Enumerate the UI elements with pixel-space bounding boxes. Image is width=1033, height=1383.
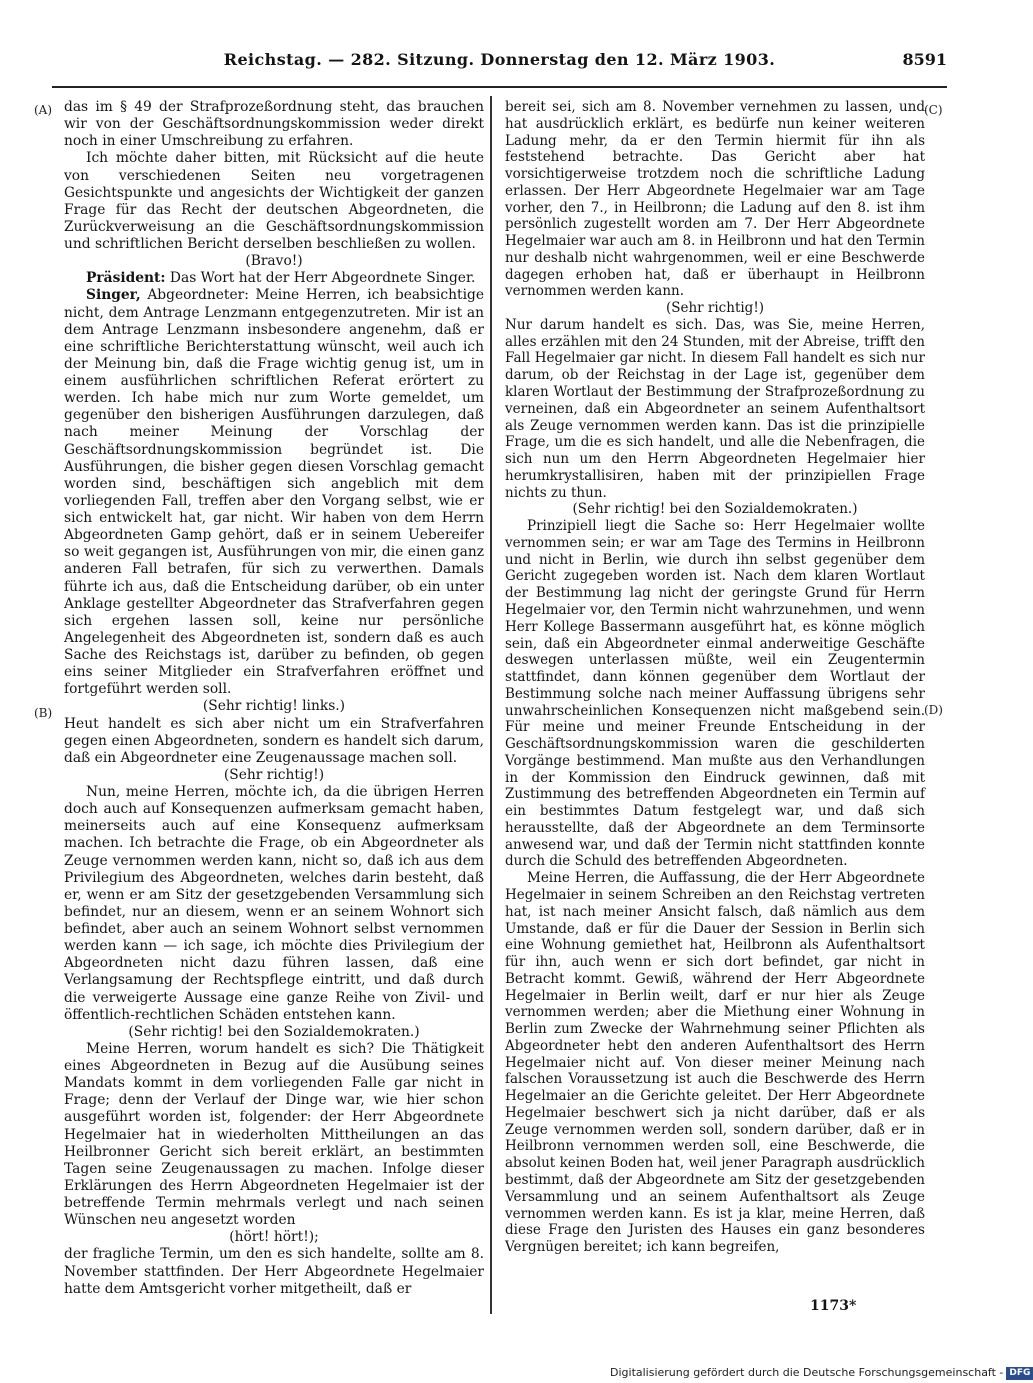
paragraph: der fragliche Termin, um den es sich handelte, sollte am 8. November stattfinden. Der Herr Abgeordnete Hegelmaier hatte dem Amtsgericht vorher mitgetheilt, daß er (64, 1246, 484, 1297)
paragraph: Ich möchte daher bitten, mit Rücksicht auf die heute von verschiedenen Seiten neu vorgetragenen Gesichtspunkte und angesichts der Wichtigkeit der ganzen Frage für das Recht der deutschen Abgeordneten, die Zurückverweisung an die Geschäftsordnungskommission und schriftlichen Bericht derselben beschließen zu wollen. (64, 150, 484, 252)
margin-mark-c: (C) (924, 103, 943, 117)
paragraph: Nur darum handelt es sich. Das, was Sie, meine Herren, alles erzählen mit den 24 Stunden, mit der Abreise, trifft den Fall Hegelmaier gar nicht. In diesem Fall handelt es sich nur darum, ob der Reichstag in der Lage ist, gegenüber dem klaren Wortlaut der Bestimmung der Strafprozeßordnung zu verneinen, daß ein Abgeordneter an seinem Aufenthaltsort als Zeuge vernommen werden kann. Das ist die prinzipielle Frage, um die es sich handelt, und alle die Nebenfragen, die sich nun um den Herrn Abgeordneten Hegelmaier hier herumkrystallisiren, haben mit der prinzipiellen Frage nichts zu thun. (505, 316, 925, 501)
paragraph: Prinzipiell liegt die Sache so: Herr Hegelmaier wollte vernommen sein; er war am Tage des Termins in Heilbronn und nicht in Berlin, wie durch ihn selbst gegenüber dem Gericht zugegeben worden ist. Nach dem klaren Wortlaut der Bestimmung lag nicht der geringste Grund für Herrn Hegelmaier vor, den Termin nicht wahrzunehmen, und wenn Herr Kollege Bassermann ausgeführt hat, es könne möglich sein, daß ein Abgeordneter einmal anderweitige Geschäfte deswegen unterlassen müßte, weil ein Zeugentermin stattfindet, dann können gegenüber dem Wortlaut der Bestimmung solche nach meiner Auffassung übrigens sehr unwahrscheinlichen Konsequenzen nicht maßgebend sein. Für meine und meiner Freunde Entscheidung in der Geschäftsordnungskommission waren die geschilderten Vorgänge bestimmend. Man mußte aus den Verhandlungen in der Kommission den Eindruck gewinnen, daß mit Zustimmung des betreffenden Abgeordneten ein Termin auf ein bestimmtes Datum festgelegt war, und daß sich herausstellte, daß der Abgeordnete an dem Terminsorte anwesend war, und daß der Termin nicht stattfinden konnte durch die Schuld des betreffenden Abgeordneten. (505, 518, 925, 870)
paragraph (64, 270, 484, 287)
speaker-name: Singer, (86, 287, 141, 304)
interjection: (Sehr richtig! bei den Sozialdemokraten.) (128, 1023, 420, 1040)
column-divider (490, 96, 492, 1314)
margin-mark-d: (D) (924, 703, 943, 717)
interjection: (Bravo!) (245, 253, 303, 270)
paragraph: Nun, meine Herren, möchte ich, da die übrigen Herren doch auch auf Konsequenzen aufmerksam gemacht haben, meinerseits auch auf eine Konsequenz aufmerksam machen. Ich betrachte die Frage, ob ein Abgeordneter als Zeuge vernommen werden kann, nicht so, daß ich aus dem Privilegium des Abgeordneten, welches darin besteht, daß er, wenn er am Sitz der gesetzgebenden Versammlung sich befindet, nur an diesem, wenn er an seinem Wohnort sich befindet, aber auch an seinem Wohnort selbst vernommen werden kann — ich sage, ich möchte dies Privilegium der Abgeordneten nicht dazu führen lassen, daß eine Verlangsamung der Rechtspflege eintritt, und daß durch die verweigerte Aussage eine ganze Reihe von Zivil- und öffentlich-rechtlichen Schäden entstehen kann. (64, 784, 484, 1023)
margin-mark-b: (B) (34, 706, 53, 720)
speech-text: Abgeordneter: Meine Herren, ich beabsichtige nicht, dem Antrage Lenzmann entgegenzutreten. Mir ist an dem Antrage Lenzmann insbesondere angenehm, daß er eine schriftliche Berichterstattung wünscht, weil auch ich der Meinung bin, daß die Frage wichtig genug ist, um in einem ausführlichen schriftlichen Referat erörtert zu werden. Ich habe mich nur zum Worte gemeldet, um gegenüber den bisherigen Ausführungen darzulegen, daß nach meiner Meinung der Vorschlag der Geschäftsordnungskommission begründet ist. Die Ausführungen, die bisher gegen diesen Vorschlag gemacht worden sind, beschäftigen sich angeblich mit dem vorliegenden Fall, treffen aber den Vorgang selbst, wie er sich entwickelt hat, gar nicht. Wir haben von dem Herrn Abgeordneten Gamp gehört, daß er in seinem Uebereifer so weit gegangen ist, Ausführungen von mir, die einen ganz anderen Fall betrafen, für sich zu verwerthen. Damals führte ich aus, daß die Entscheidung darüber, ob ein unter Anklage gestellter Abgeordneter das Strafverfahren gegen sich ergehen lassen soll, keine nur persönliche Angelegenheit des Abgeordneten ist, sondern daß es auch Sache des Reichstags ist, darüber zu befinden, ob gegen eins seiner Mitglieder ein Strafverfahren eröffnet und fortgeführt werden soll. (64, 287, 484, 698)
interjection: (Sehr richtig! bei den Sozialdemokraten.) (572, 501, 858, 518)
paragraph: Meine Herren, worum handelt es sich? Die Thätigkeit eines Abgeordneten in Bezug auf die Ausübung seines Mandats kommt in dem vorliegenden Falle gar nicht in Frage; denn der Verlauf der Dinge war, wie hier schon ausgeführt worden ist, folgender: der Herr Abgeordnete Hegelmaier hat in wiederholten Mittheilungen an das Heilbronner Gericht sich bereit erklärt, an bestimmten Tagen seine Zeugenaussagen zu machen. Infolge dieser Erklärungen des Herrn Abgeordneten Hegelmaier ist der betreffende Termin mehrmals verlegt und nach seinen Wünschen neu angesetzt worden (64, 1040, 484, 1229)
paragraph: bereit sei, sich am 8. November vernehmen zu lassen, und hat ausdrücklich erklärt, es bedürfe nun keiner weiteren Ladung mehr, da er den Termin hiermit für ihn als feststehend betrachte. Das Gericht aber hat vorsichtigerweise trotzdem noch die schriftliche Ladung erlassen. Der Herr Abgeordnete Hegelmaier war am Tage vorher, den 7., in Heilbronn; die Ladung auf den 8. ist ihm persönlich zugestellt worden am 7. Der Herr Abgeordnete Hegelmaier war auch am 8. in Heilbronn und hat den Termin nur deshalb nicht wahrgenommen, weil er eine Beschwerde dagegen erhoben hat, daß er überhaupt in Heilbronn vernommen werden kann. (505, 99, 925, 300)
speaker-name: Präsident: (86, 270, 166, 287)
footer-credit (610, 1366, 1031, 1381)
paragraph: Meine Herren, die Auffassung, die der Herr Abgeordnete Hegelmaier in seinem Schreiben an den Reichstag vertreten hat, ist nach meiner Ansicht falsch, daß nämlich aus dem Umstande, daß er für die Dauer der Session in Berlin sich eine Wohnung gemiethet hat, Heilbronn als Aufenthaltsort für ihn, auch wenn er sich dort befindet, gar nicht in Betracht kommt. Gewiß, während der Herr Abgeordnete Hegelmaier in Berlin weilt, darf er nur hier als Zeuge vernommen werden; aber die Miethung einer Wohnung in Berlin zum Zwecke der Wahrnehmung seiner Pflichten als Abgeordneter hebt den anderen Aufenthaltsort des Herrn Hegelmaier nicht auf. Von dieser meiner Meinung nach falschen Voraussetzung ist auch die Beschwerde des Herrn Hegelmaier an die Gerichte geleitet. Der Herr Abgeordnete Hegelmaier beschwert sich ja nicht darüber, daß er als Zeuge vernommen werden soll, sondern darüber, daß er in Heilbronn vernommen werden soll, eine Beschwerde, die absolut keinen Boden hat, weil jener Paragraph ausdrücklich bestimmt, daß der Abgeordnete am Sitz der gesetzgebenden Versammlung und an seinem Aufenthaltsort als Zeuge vernommen werden kann. Es ist ja klar, meine Herren, daß diese Frage den Juristen des Hauses ein ganz besonderes Vergnügen bereitet; ich kann begreifen, (505, 870, 925, 1256)
dfg-logo: DFG (1006, 1367, 1033, 1380)
speech-text: Das Wort hat der Herr Abgeordnete Singer. (165, 270, 476, 287)
footer-text: Digitalisierung gefördert durch die Deutsche Forschungsgemeinschaft - (610, 1366, 1004, 1379)
margin-mark-a: (A) (34, 103, 53, 117)
interjection: (Sehr richtig!) (223, 766, 325, 783)
paragraph: Heut handelt es sich aber nicht um ein Strafverfahren gegen einen Abgeordneten, sondern es handelt sich darum, daß ein Abgeordneter eine Zeugenaussage machen soll. (64, 715, 484, 766)
paragraph: das im § 49 der Strafprozeßordnung steht, das brauchen wir von der Geschäftsordnungskommission weder direkt noch in einer Umschreibung zu erfahren. (64, 99, 484, 150)
page-header (52, 50, 947, 88)
page-number: 8591 (902, 50, 947, 69)
running-title: Reichstag. — 282. Sitzung. Donnerstag den 12. März 1903. (223, 50, 776, 69)
interjection: (hört! hört!); (229, 1229, 319, 1246)
interjection: (Sehr richtig!) (665, 300, 765, 317)
signature-mark: 1173* (810, 1298, 857, 1314)
left-column (64, 99, 484, 1297)
right-column (505, 99, 925, 1297)
interjection: (Sehr richtig! links.) (202, 698, 346, 715)
paragraph (64, 287, 484, 698)
